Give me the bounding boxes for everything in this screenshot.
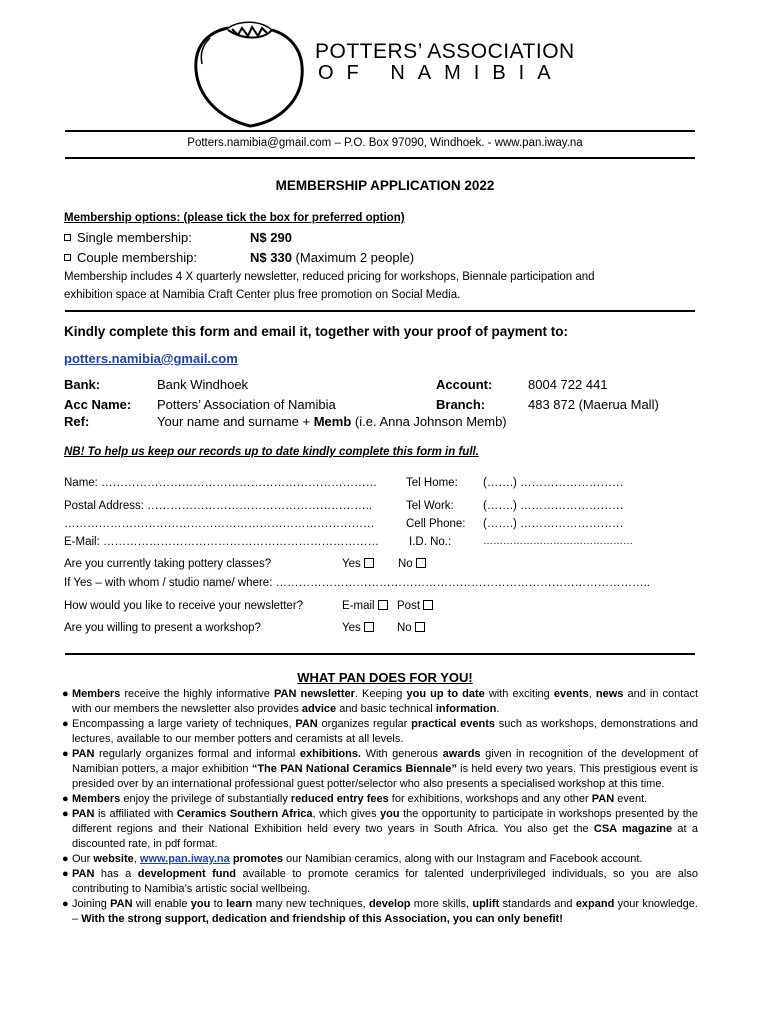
checkbox-icon[interactable] (378, 600, 388, 610)
pot-logo-icon (188, 18, 313, 133)
logo-line2: OF NAMIBIA (318, 62, 564, 84)
branch-value: 483 872 (Maerua Mall) (528, 397, 659, 412)
ref-label: Ref: (64, 414, 90, 429)
cell-phone-label: Cell Phone: (406, 518, 466, 530)
list-item: ● PAN regularly organizes formal and informal exhibitions. With generous awards given in recognition of the development of Namibian potters, a major exhibition “The PAN National Ceramics Biennale” is held every two years. This prestigious event is presided over by an international professional guest potter/selector who also presents a specialised workshop at this time. (62, 748, 698, 790)
checkbox-icon[interactable] (364, 622, 374, 632)
newsletter-post-option[interactable] (397, 600, 433, 612)
payment-email-link[interactable]: potters.namibia@gmail.com (64, 351, 238, 366)
tel-work-label: Tel Work: (406, 500, 454, 512)
accname-value: Potters’ Association of Namibia (157, 397, 336, 412)
nb-note: NB! To help us keep our records up to date kindly complete this form in full. (64, 446, 479, 458)
bank-value: Bank Windhoek (157, 377, 249, 392)
divider (65, 130, 695, 132)
pottery-no-option[interactable] (398, 558, 426, 570)
workshop-no-option[interactable] (397, 622, 425, 634)
tel-home-label: Tel Home: (406, 477, 458, 489)
payment-heading: Kindly complete this form and email it, together with your proof of payment to: (64, 324, 569, 339)
list-item: ● Members receive the highly informative PAN newsletter. Keeping you up to date with exciting events, news and in contact with our members the newsletter also provides advice and basic technical information. (62, 688, 698, 715)
website-link[interactable]: www.pan.iway.na (139, 853, 230, 865)
checkbox-icon[interactable] (64, 254, 71, 261)
membership-includes-1: Membership includes 4 X quarterly newsletter, reduced pricing for workshops, Biennale participation and (64, 271, 595, 283)
checkbox-icon[interactable] (415, 622, 425, 632)
membership-heading: Membership options: (please tick the box for preferred option) (64, 212, 405, 224)
tel-work-field[interactable]: (…….) ……………………… (483, 500, 624, 512)
list-item: ● PAN is affiliated with Ceramics Southern Africa, which gives you the opportunity to participate in workshops presented by the different regions and their National Exhibition held every two years in South Africa. You also get the CSA magazine at a discounted rate, in pdf format. (62, 808, 698, 850)
post-label: Post (397, 600, 421, 612)
ref-value (157, 414, 507, 429)
cell-phone-field[interactable]: (…….) ……………………… (483, 518, 624, 530)
account-value: 8004 722 441 (528, 377, 608, 392)
checkbox-icon[interactable] (423, 600, 433, 610)
couple-price-line (250, 250, 414, 265)
ref-pre: Your name and surname + (157, 414, 314, 429)
studio-field[interactable]: If Yes – with whom / studio name/ where: …………………………………………………………………………………….. (64, 577, 650, 589)
checkbox-icon[interactable] (64, 234, 71, 241)
workshop-question: Are you willing to present a workshop? (64, 622, 261, 634)
couple-membership-option[interactable] (64, 250, 197, 265)
couple-price: N$ 330 (250, 250, 292, 265)
what-pan-heading: WHAT PAN DOES FOR YOU! (297, 670, 473, 685)
divider (65, 157, 695, 159)
divider (65, 310, 695, 312)
email-field[interactable]: E-Mail: ……………………………………………………………… (64, 536, 379, 548)
yes-label: Yes (342, 622, 361, 634)
name-field[interactable]: Name: ……………………………………………………………… (64, 477, 378, 489)
account-label: Account: (436, 377, 493, 392)
page-title: MEMBERSHIP APPLICATION 2022 (275, 178, 495, 193)
ref-bold: Memb (313, 414, 352, 429)
newsletter-question: How would you like to receive your newsletter? (64, 600, 304, 612)
branch-label: Branch: (436, 397, 486, 412)
single-price: N$ 290 (250, 230, 292, 245)
pottery-classes-question: Are you currently taking pottery classes? (64, 558, 272, 570)
contact-line: Potters.namibia@gmail.com – P.O. Box 97090, Windhoek. - www.pan.iway.na (187, 137, 583, 149)
yes-label: Yes (342, 558, 361, 570)
postal-address-cont-field[interactable]: ……………………………………………………………………… (64, 518, 375, 530)
email-label: E-mail (342, 600, 375, 612)
list-item: ● Encompassing a large variety of techniques, PAN organizes regular practical events such as workshops, demonstrations and lectures, available to our member potters and ceramists at all levels. (62, 718, 699, 745)
newsletter-email-option[interactable] (342, 600, 388, 612)
no-label: No (398, 558, 413, 570)
id-field[interactable]: ……………………………………… (483, 536, 633, 547)
logo-line1: POTTERS’ ASSOCIATION (315, 40, 575, 63)
list-item: ● Our website, www.pan.iway.na promotes our Namibian ceramics, along with our Instagram and Facebook account. (62, 853, 643, 865)
list-item: ● PAN has a development fund available to promote ceramics for talented underprivileged individuals, so you are also contributing to Namibia’s artistic social wellbeing. (62, 868, 698, 895)
couple-label: Couple membership: (77, 250, 197, 265)
checkbox-icon[interactable] (364, 558, 374, 568)
divider (65, 653, 695, 655)
single-membership-option[interactable] (64, 230, 192, 245)
bank-label: Bank: (64, 377, 101, 392)
checkbox-icon[interactable] (416, 558, 426, 568)
list-item: ● Members enjoy the privilege of substantially reduced entry fees for exhibitions, workshops and any other PAN event. (62, 793, 648, 805)
ref-post: (i.e. Anna Johnson Memb) (351, 414, 507, 429)
single-label: Single membership: (77, 230, 192, 245)
couple-note: (Maximum 2 people) (295, 250, 415, 265)
no-label: No (397, 622, 412, 634)
pottery-yes-option[interactable] (342, 558, 374, 570)
list-item: ● Joining PAN will enable you to learn many new techniques, develop more skills, uplift standards and expand your knowledge. – With the strong support, dedication and friendship of this Association, you can only benefit! (62, 898, 698, 925)
workshop-yes-option[interactable] (342, 622, 374, 634)
benefits-list (62, 687, 698, 927)
id-label: I.D. No.: (409, 536, 452, 548)
postal-address-field[interactable]: Postal Address: ………………………………………………….. (64, 500, 372, 512)
accname-label: Acc Name: (64, 397, 132, 412)
membership-includes-2: exhibition space at Namibia Craft Center plus free promotion on Social Media. (64, 289, 461, 301)
tel-home-field[interactable]: (…….) ……………………… (483, 477, 624, 489)
